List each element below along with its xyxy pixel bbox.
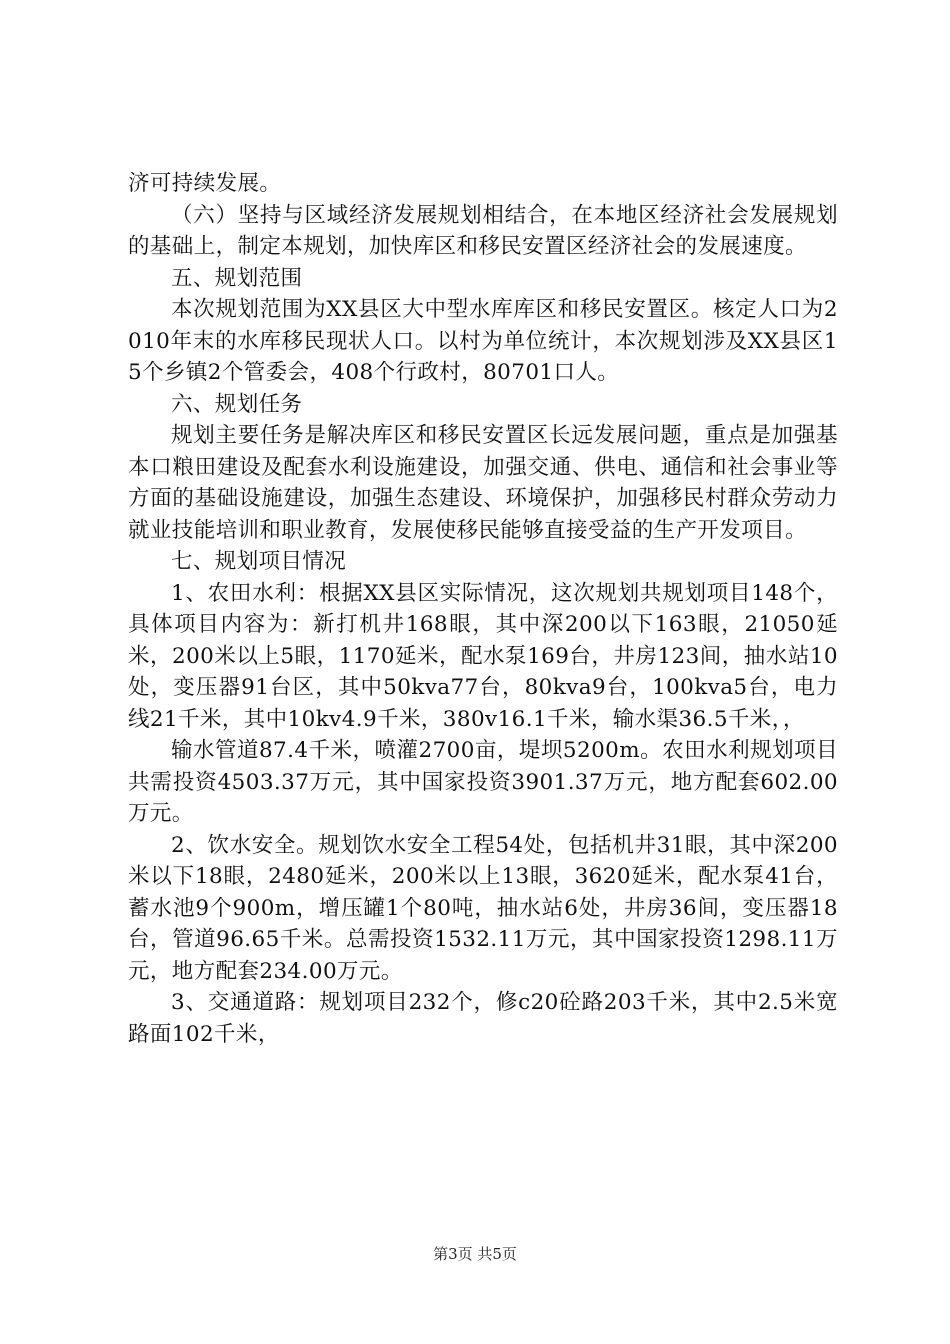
paragraph-farmland-investment: 输水管道87.4千米，喷灌2700亩，堤坝5200m。农田水利规划项目共需投资4503.37万元，其中国家投资3901.37万元，地方配套602.00万元。: [128, 738, 838, 826]
document-body: [128, 168, 838, 1050]
section-heading-scope: 五、规划范围: [171, 265, 303, 291]
paragraph-roads: 3、交通道路：规划项目232个，修c20砼路203千米，其中2.5米宽路面102千米，: [128, 990, 838, 1047]
paragraph-2: （六）坚持与区域经济发展规划相结合，在本地区经济社会发展规划的基础上，制定本规划，加快库区和移民安置区经济社会的发展速度。: [128, 202, 838, 259]
section-heading-tasks: 六、规划任务: [171, 391, 303, 417]
paragraph-tasks: 规划主要任务是解决库区和移民安置区长远发展问题，重点是加强基本口粮田建设及配套水利设施建设，加强交通、供电、通信和社会事业等方面的基础设施建设，加强生态建设、环境保护，加强移民村群众劳动力就业技能培训和职业教育，发展使移民能够直接受益的生产开发项目。: [128, 423, 838, 543]
page-number-footer: 第3页 共5页: [433, 1245, 517, 1263]
section-heading-projects: 七、规划项目情况: [171, 549, 347, 574]
paragraph-farmland-irrigation: 1、农田水利：根据XX县区实际情况，这次规划共规划项目148个，具体项目内容为：新打机井168眼，其中深200以下163眼，21050延米，200米以上5眼，1170延米，配水泵169台，井房123间，抽水站10处，变压器91台区，其中50kva77台，80kva9台，100kva5台，电力线21千米，其中10kv4.9千米，380v16.1千米，输水渠36.5千米，，: [128, 580, 838, 732]
paragraph-1: 济可持续发展。: [128, 171, 282, 196]
paragraph-drinking-water: 2、饮水安全。规划饮水安全工程54处，包括机井31眼，其中深200米以下18眼，2480延米，200米以上13眼，3620延米，配水泵41台，蓄水池9个900m，增压罐1个80吨，抽水站6处，井房36间，变压器18台，管道96.65千米。总需投资1532.11万元，其中国家投资1298.11万元，地方配套234.00万元。: [128, 832, 838, 984]
paragraph-scope: 本次规划范围为XX县区大中型水库库区和移民安置区。核定人口为2010年末的水库移民现状人口。以村为单位统计，本次规划涉及XX县区15个乡镇2个管委会，408个行政村，80701口人。: [128, 297, 838, 385]
